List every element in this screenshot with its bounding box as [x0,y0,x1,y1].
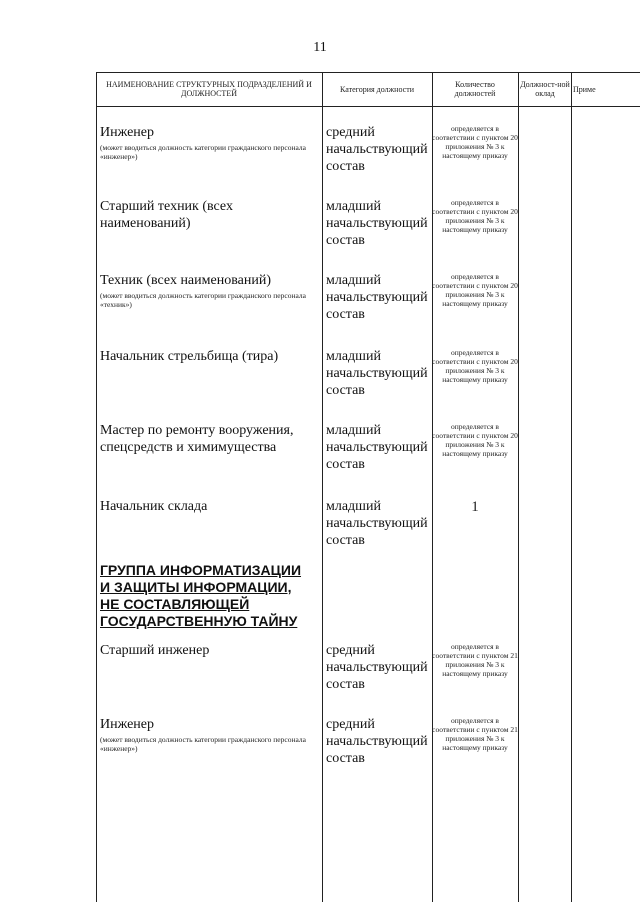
position-note: (может вводиться должность категории гражданского персонала «техник») [100,291,306,309]
position-title: Мастер по ремонту вооружения, спецсредств и химимущества [100,423,294,455]
header-category-column: Категория должности [340,84,414,94]
position-quantity: 1 [471,499,479,515]
position-name-cell [100,498,314,515]
position-name-cell [100,642,314,659]
position-title: Техник (всех наименований) [100,273,271,288]
header-quantity-column: Количество должностей [454,80,496,98]
position-name-cell [100,272,314,309]
position-title: Инженер [100,717,155,732]
position-title: Начальник склада [100,499,208,514]
position-category: младший начальствующий состав [326,423,428,472]
position-quantity: определяется в соответствии с пунктом 20 приложения № 3 к настоящему приказу [432,348,518,384]
staff-table [96,72,640,902]
position-name-cell [100,716,314,753]
position-note: (может вводиться должность категории гражданского персонала «инженер») [100,143,306,161]
position-category: младший начальствующий состав [326,273,428,322]
position-note: (может вводиться должность категории гражданского персонала «инженер») [100,735,306,753]
position-name-cell [100,422,314,456]
position-category: средний начальствующий состав [326,643,428,692]
position-quantity: определяется в соответствии с пунктом 20 приложения № 3 к настоящему приказу [432,198,518,234]
page-number: 11 [313,40,327,55]
position-quantity: определяется в соответствии с пунктом 20 приложения № 3 к настоящему приказу [432,124,518,160]
position-title: Начальник стрельбища (тира) [100,349,279,364]
table-top-border [96,72,640,73]
position-title: Инженер [100,125,155,140]
header-note-column: Приме [573,84,596,94]
position-category: младший начальствующий состав [326,199,428,248]
group-heading: ГРУППА ИНФОРМАТИЗАЦИИ И ЗАЩИТЫ ИНФОРМАЦИИ, НЕ СОСТАВЛЯЮЩЕЙ ГОСУДАРСТВЕННУЮ ТАЙНУ [100,562,302,629]
position-title: Старший техник (всех наименований) [100,199,233,231]
position-category: средний начальствующий состав [326,717,428,766]
position-title: Старший инженер [100,643,210,658]
position-quantity: определяется в соответствии с пунктом 20 приложения № 3 к настоящему приказу [432,422,518,458]
column-divider-1 [322,72,323,902]
header-bottom-border [96,106,640,107]
position-category: средний начальствующий состав [326,125,428,174]
header-salary-column: Должност-ной оклад [520,80,570,98]
position-name-cell [100,198,314,232]
position-name-cell [100,124,314,161]
column-divider-3 [518,72,519,902]
position-quantity: определяется в соответствии с пунктом 21 приложения № 3 к настоящему приказу [432,716,518,752]
position-category: младший начальствующий состав [326,349,428,398]
position-name-cell [100,348,314,365]
header-name-column: НАИМЕНОВАНИЕ СТРУКТУРНЫХ ПОДРАЗДЕЛЕНИЙ И ДОЛЖНОСТЕЙ [106,80,312,98]
position-quantity: определяется в соответствии с пунктом 21 приложения № 3 к настоящему приказу [432,642,518,678]
position-category: младший начальствующий состав [326,499,428,548]
column-divider-4 [571,72,572,902]
position-quantity: определяется в соответствии с пунктом 20 приложения № 3 к настоящему приказу [432,272,518,308]
column-divider-2 [432,72,433,902]
table-left-border [96,72,97,902]
